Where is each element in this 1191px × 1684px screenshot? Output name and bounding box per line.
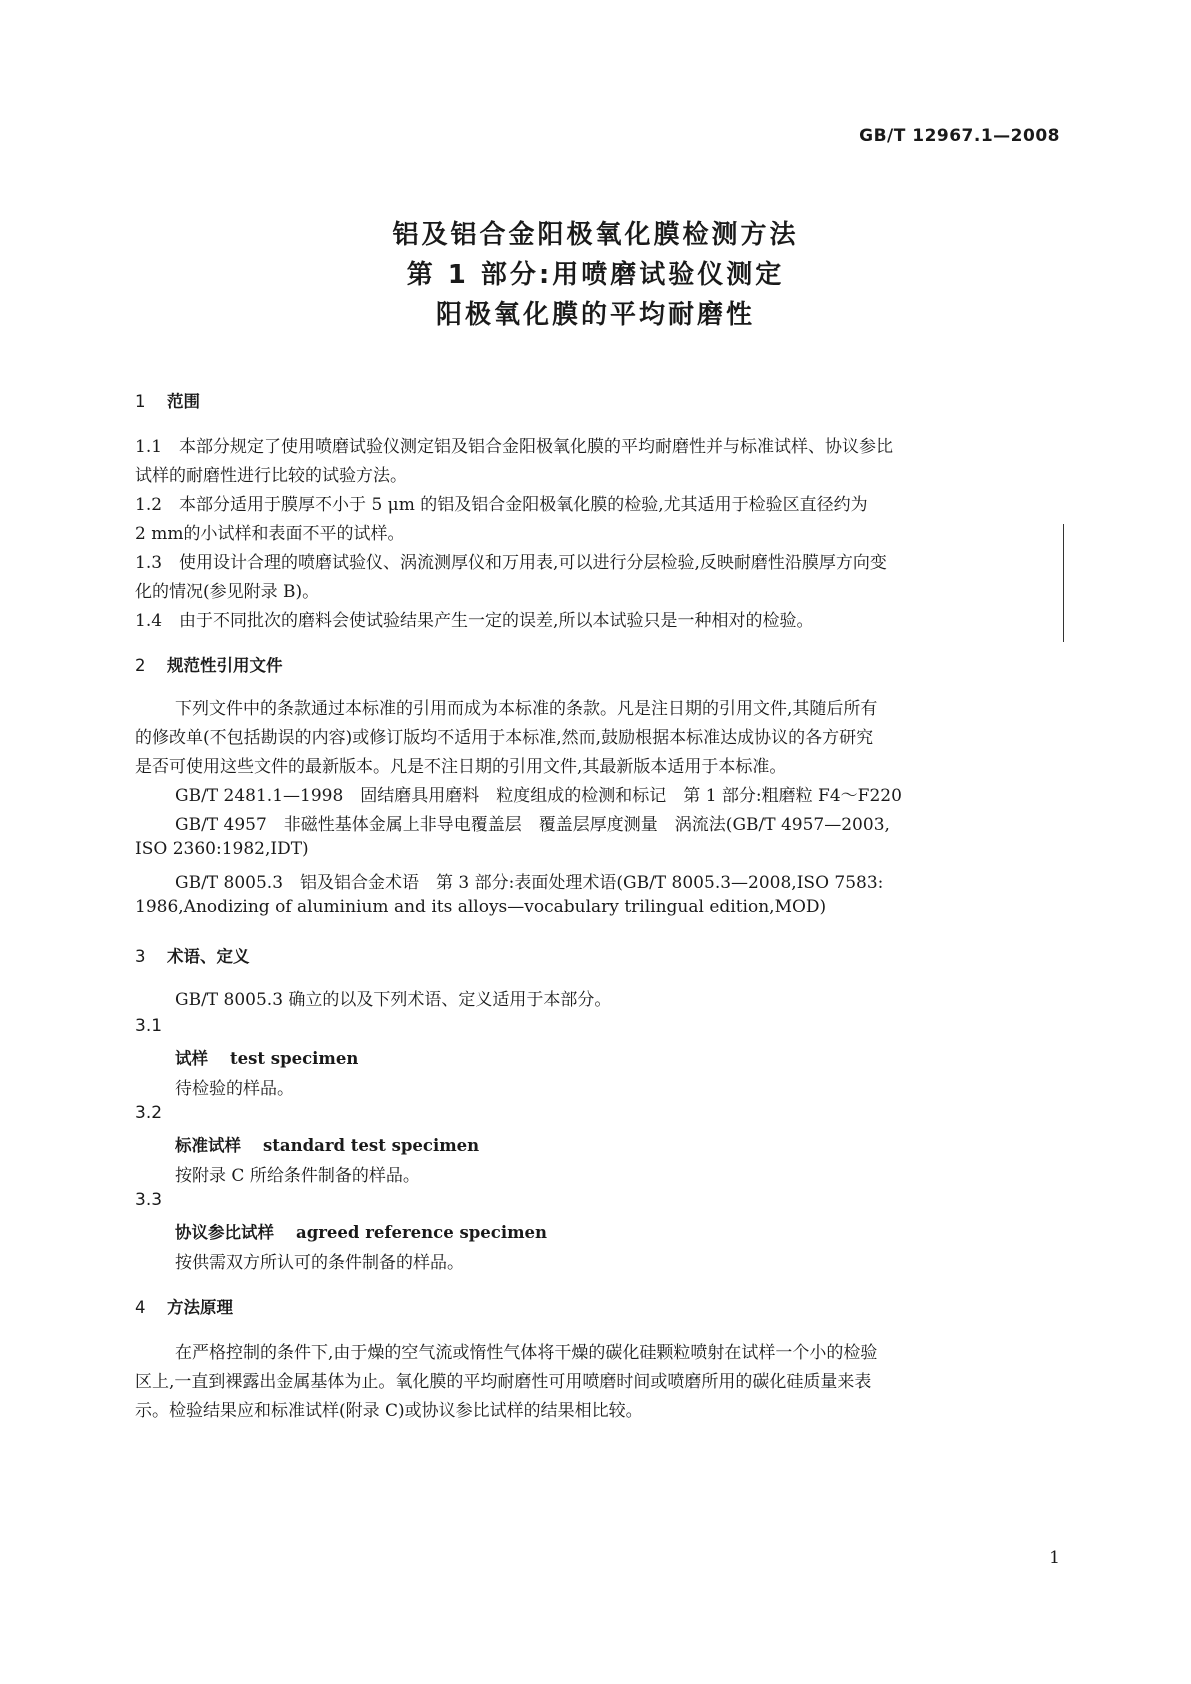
clause-1-3-line-2: 化的情况(参见附录 B)。 [135,582,320,602]
clause-1-2-line-2: 2 mm的小试样和表面不平的试样。 [135,524,405,544]
term-zh: 试样 [175,1049,208,1068]
section-number: 4 [135,1298,146,1317]
document-title-line-3: 阳极氧化膜的平均耐磨性 [435,300,755,330]
reference-3-line-2: 1986,Anodizing of aluminium and its alloys—vocabulary trilingual edition,MOD) [135,897,827,917]
section-4-heading [135,1294,233,1318]
section-2-heading [135,652,283,676]
document-title-line-1: 铝及铝合金阳极氧化膜检测方法 [392,220,799,250]
section-2-para-line-1: 下列文件中的条款通过本标准的引用而成为本标准的条款。凡是注日期的引用文件,其随后所有 [175,699,878,719]
section-1-heading [135,388,200,412]
section-title: 术语、定义 [167,947,250,966]
clause-1-4: 1.4 由于不同批次的磨料会使试验结果产生一定的误差,所以本试验只是一种相对的检验。 [135,611,814,631]
section-title: 规范性引用文件 [167,656,283,675]
reference-3-line-1: GB/T 8005.3 铝及铝合金术语 第 3 部分:表面处理术语(GB/T 8005.3—2008,ISO 7583: [175,873,884,893]
term-3-2 [175,1132,479,1156]
reference-1: GB/T 2481.1—1998 固结磨具用磨料 粒度组成的检测和标记 第 1 部分:粗磨粒 F4～F220 [175,786,902,806]
section-number: 2 [135,656,146,675]
term-3-3-definition: 按供需双方所认可的条件制备的样品。 [175,1253,464,1273]
term-3-3 [175,1219,547,1243]
reference-2-line-1: GB/T 4957 非磁性基体金属上非导电覆盖层 覆盖层厚度测量 涡流法(GB/T 4957—2003, [175,815,890,835]
section-4-para-line-1: 在严格控制的条件下,由于燥的空气流或惰性气体将干燥的碳化硅颗粒喷射在试样一个小的检验 [175,1343,878,1363]
section-4-para-line-3: 示。检验结果应和标准试样(附录 C)或协议参比试样的结果相比较。 [135,1401,643,1421]
term-zh: 协议参比试样 [175,1223,274,1242]
term-3-1-definition: 待检验的样品。 [175,1079,294,1099]
term-en: test specimen [230,1049,359,1068]
clause-1-3-line-1: 1.3 使用设计合理的喷磨试验仪、涡流测厚仪和万用表,可以进行分层检验,反映耐磨性沿膜厚方向变 [135,553,887,573]
standard-code: GB/T 12967.1—2008 [859,126,1060,146]
term-3-2-number: 3.2 [135,1103,163,1123]
section-3-intro: GB/T 8005.3 确立的以及下列术语、定义适用于本部分。 [175,990,612,1010]
term-3-1-number: 3.1 [135,1016,163,1036]
section-title: 范围 [167,392,200,411]
term-en: standard test specimen [263,1136,480,1155]
section-4-para-line-2: 区上,一直到裸露出金属基体为止。氧化膜的平均耐磨性可用喷磨时间或喷磨所用的碳化硅质量来表 [135,1372,872,1392]
term-zh: 标准试样 [175,1136,241,1155]
section-3-heading [135,943,250,967]
clause-1-1-line-2: 试样的耐磨性进行比较的试验方法。 [135,466,407,486]
section-2-para-line-2: 的修改单(不包括勘误的内容)或修订版均不适用于本标准,然而,鼓励根据本标准达成协议的各方研究 [135,728,874,748]
clause-1-2-line-1: 1.2 本部分适用于膜厚不小于 5 μm 的铝及铝合金阳极氧化膜的检验,尤其适用于检验区直径约为 [135,495,868,515]
term-en: agreed reference specimen [296,1223,548,1242]
section-number: 1 [135,392,146,411]
revision-bar [1063,524,1064,642]
term-3-2-definition: 按附录 C 所给条件制备的样品。 [175,1166,420,1186]
page-number: 1 [1049,1548,1060,1568]
term-3-3-number: 3.3 [135,1190,163,1210]
term-3-1 [175,1045,358,1069]
reference-2-line-2: ISO 2360:1982,IDT) [135,839,309,859]
clause-1-1-line-1: 1.1 本部分规定了使用喷磨试验仪测定铝及铝合金阳极氧化膜的平均耐磨性并与标准试样、协议参比 [135,437,894,457]
section-number: 3 [135,947,146,966]
document-title-line-2: 第 1 部分:用喷磨试验仪测定 [406,260,785,290]
section-2-para-line-3: 是否可使用这些文件的最新版本。凡是不注日期的引用文件,其最新版本适用于本标准。 [135,757,787,777]
section-title: 方法原理 [167,1298,233,1317]
